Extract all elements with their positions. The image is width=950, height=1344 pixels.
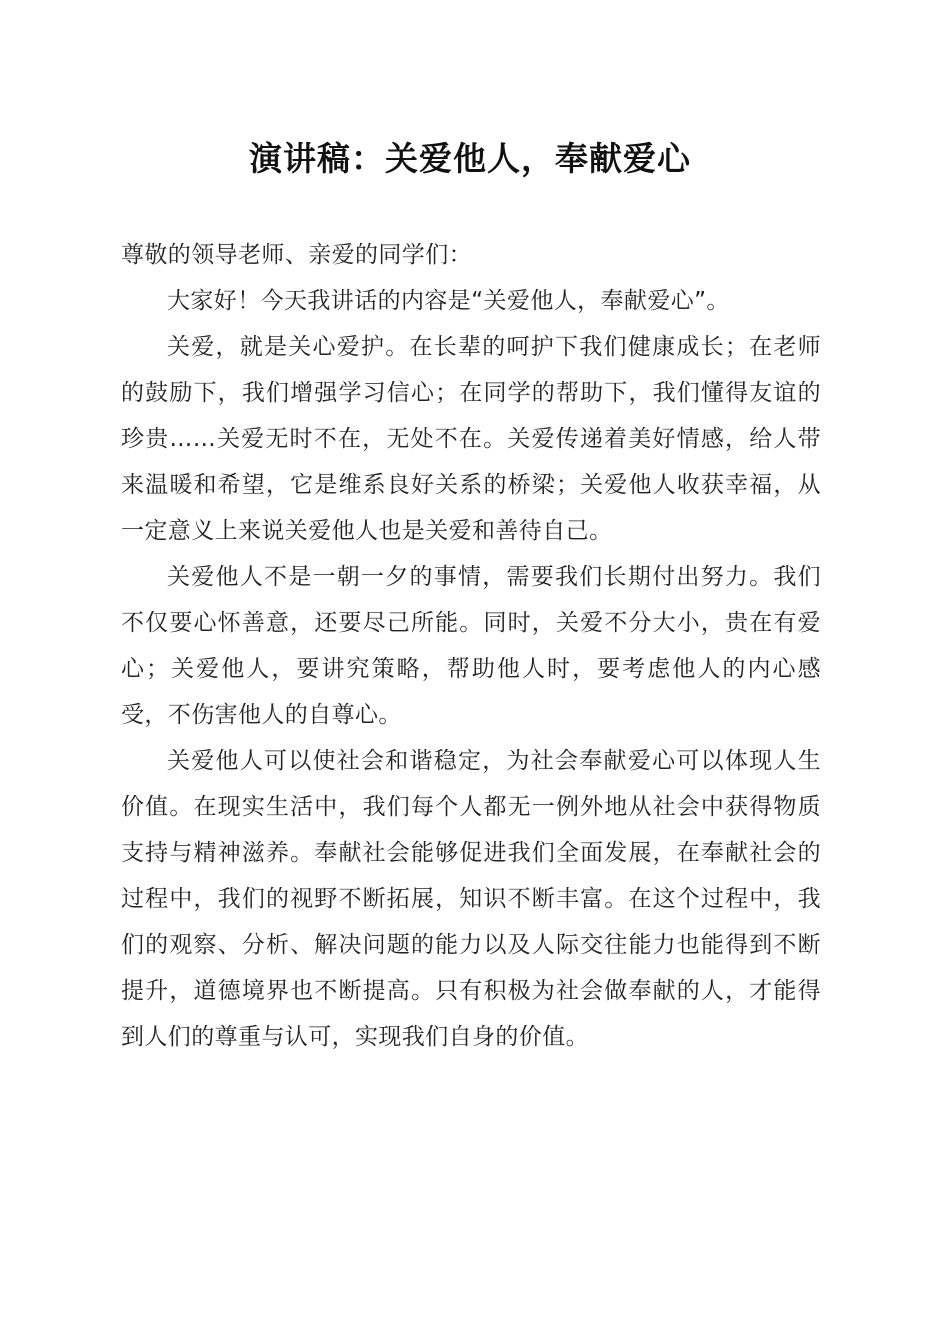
document-title: 演讲稿：关爱他人，奉献爱心 <box>249 139 691 178</box>
paragraph-social-value: 关爱他人可以使社会和谐稳定，为社会奉献爱心可以体现人生价值。在现实生活中，我们每个人都无一例外地从社会中获得物质支持与精神滋养。奉献社会能够促进我们全面发展，在奉献社会的过程中，我们的视野不断拓展，知识不断丰富。在这个过程中，我们的观察、分析、解决问题的能力以及人际交往能力也能得到不断提升，道德境界也不断提高。只有积极为社会做奉献的人，才能得到人们的尊重与认可，实现我们自身的价值。 <box>121 748 821 1050</box>
paragraph-long-term-effort: 关爱他人不是一朝一夕的事情，需要我们长期付出努力。我们不仅要心怀善意，还要尽己所能。同时，关爱不分大小，贵在有爱心；关爱他人，要讲究策略，帮助他人时，要考虑他人的内心感受，不伤害他人的自尊心。 <box>121 564 821 728</box>
document-body <box>121 232 821 1060</box>
paragraph-care-meaning: 关爱，就是关心爱护。在长辈的呵护下我们健康成长；在老师的鼓励下，我们增强学习信心；在同学的帮助下，我们懂得友谊的珍贵……关爱无时不在，无处不在。关爱传递着美好情感，给人带来温暖和希望，它是维系良好关系的桥梁；关爱他人收获幸福，从一定意义上来说关爱他人也是关爱和善待自己。 <box>121 334 821 544</box>
salutation: 尊敬的领导老师、亲爱的同学们： <box>121 242 472 268</box>
paragraph-greeting: 大家好！今天我讲话的内容是“关爱他人，奉献爱心”。 <box>167 288 730 314</box>
